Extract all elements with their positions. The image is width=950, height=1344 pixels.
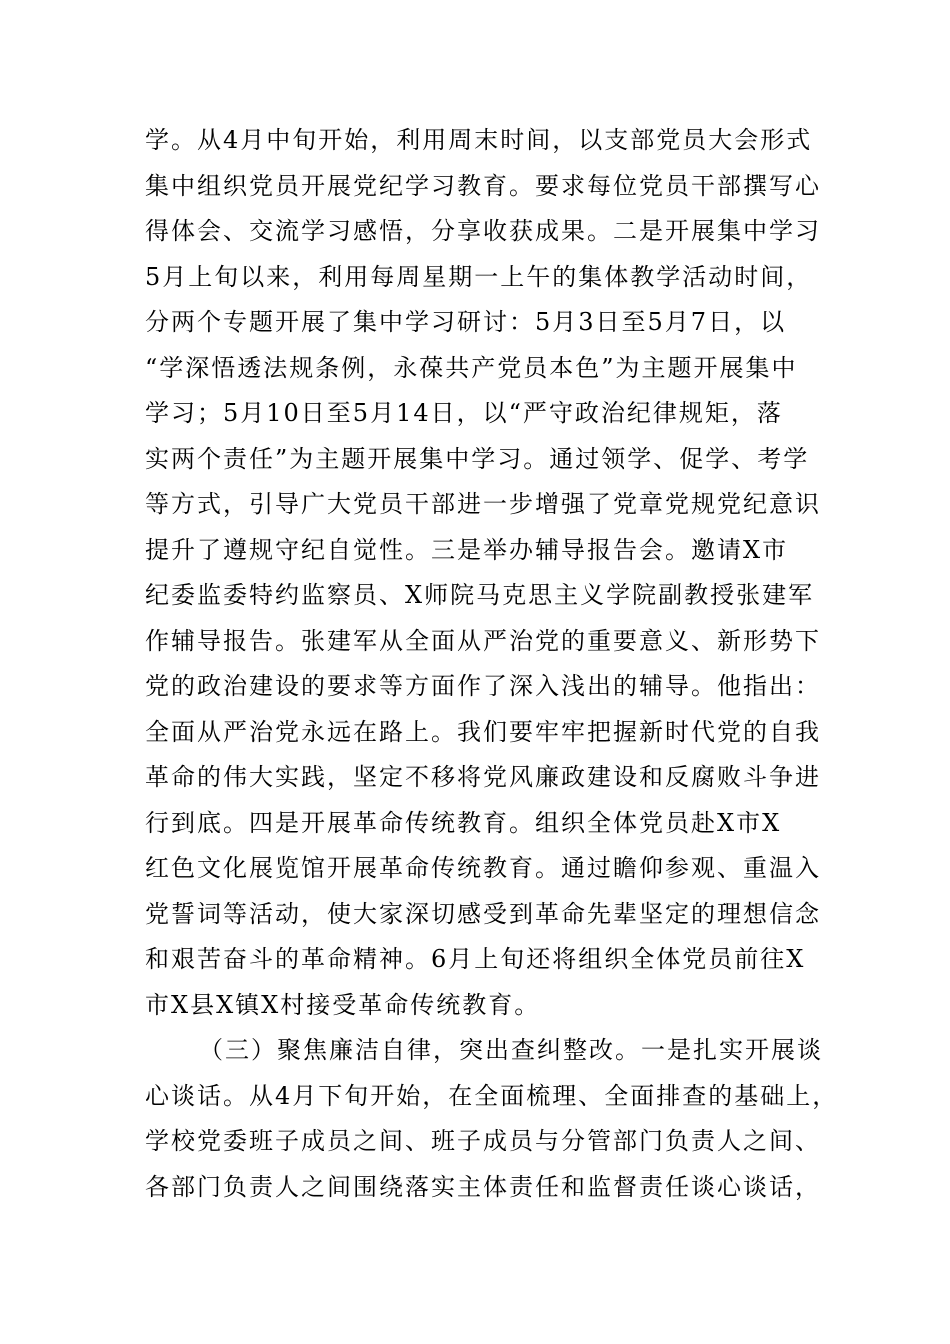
text-line: “学深悟透法规条例，永葆共产党员本色”为主题开展集中 <box>145 353 798 382</box>
text-line: 集中组织党员开展党纪学习教育。要求每位党员干部撰写心 <box>145 171 821 200</box>
section-heading-line: （三）聚焦廉洁自律，突出查纠整改。一是扎实开展谈 <box>199 1036 823 1064</box>
text-line: 实两个责任”为主题开展集中学习。通过领学、促学、考学 <box>145 444 810 473</box>
text-line: 学校党委班子成员之间、班子成员与分管部门负责人之间、 <box>145 1127 821 1155</box>
text-line: 分两个专题开展了集中学习研讨：5月3日至5月7日，以 <box>145 308 787 336</box>
text-line: 等方式，引导广大党员干部进一步增强了党章党规党纪意识 <box>145 490 821 518</box>
text-line: 行到底。四是开展革命传统教育。组织全体党员赴X市X <box>145 808 782 837</box>
body-text <box>145 118 839 1210</box>
text-line: 纪委监委特约监察员、X师院马克思主义学院副教授张建军 <box>145 581 815 609</box>
text-line: 学习；5月10日至5月14日，以“严守政治纪律规矩，落 <box>145 399 783 427</box>
text-line: 提升了遵规守纪自觉性。三是举办辅导报告会。邀请X市 <box>145 535 789 564</box>
text-line: 5月上旬以来，利用每周星期一上午的集体教学活动时间， <box>145 262 813 291</box>
text-line: 党誓词等活动，使大家深切感受到革命先辈坚定的理想信念 <box>145 899 821 928</box>
text-line: 红色文化展览馆开展革命传统教育。通过瞻仰参观、重温入 <box>145 854 821 882</box>
text-line: 心谈话。从4月下旬开始，在全面梳理、全面排查的基础上， <box>145 1081 839 1110</box>
text-line: 革命的伟大实践，坚定不移将党风廉政建设和反腐败斗争进 <box>145 763 821 791</box>
text-line: 全面从严治党永远在路上。我们要牢牢把握新时代党的自我 <box>145 717 821 746</box>
text-line: 得体会、交流学习感悟，分享收获成果。二是开展集中学习 <box>145 217 821 245</box>
text-line: 和艰苦奋斗的革命精神。6月上旬还将组织全体党员前往X <box>145 945 806 973</box>
text-line: 学。从4月中旬开始，利用周末时间，以支部党员大会形式 <box>145 126 813 154</box>
text-line: 市X县X镇X村接受革命传统教育。 <box>145 990 541 1019</box>
text-line: 各部门负责人之间围绕落实主体责任和监督责任谈心谈话， <box>145 1172 821 1201</box>
text-line: 党的政治建设的要求等方面作了深入浅出的辅导。他指出： <box>145 672 821 700</box>
text-line: 作辅导报告。张建军从全面从严治党的重要意义、新形势下 <box>145 626 821 655</box>
